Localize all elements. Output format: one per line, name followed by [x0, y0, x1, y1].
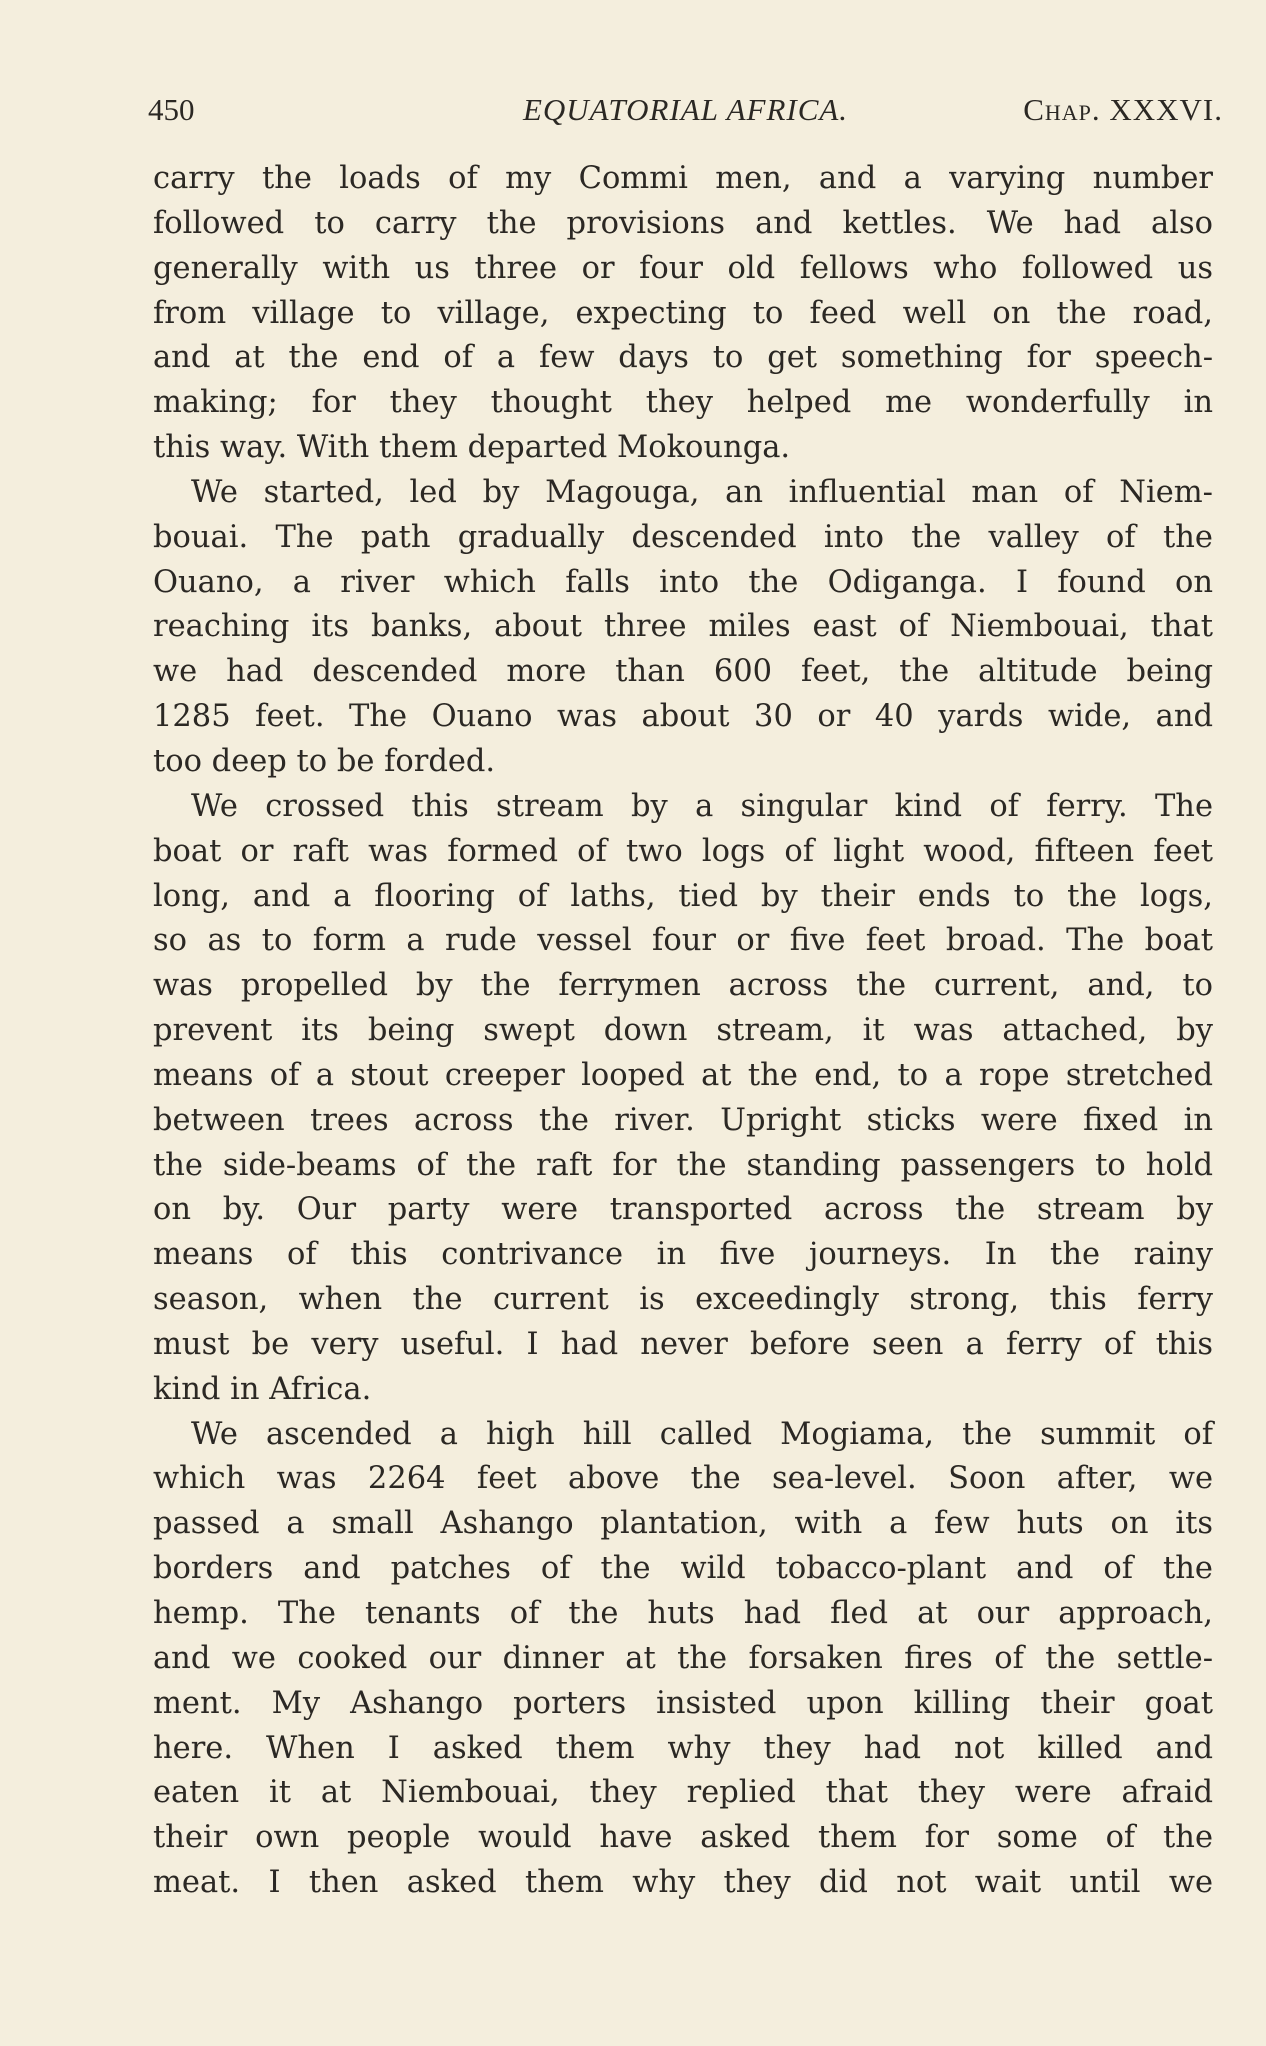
text-line: here. When I asked them why they had not killed and [153, 1730, 1213, 1766]
body-text [153, 157, 1213, 1906]
text-line: on by. Our party were transported across the stream by [153, 1192, 1213, 1228]
running-header [148, 88, 1223, 132]
text-line: reaching its banks, about three miles east of Niembouai, that [153, 609, 1213, 645]
text-line: too deep to be forded. [153, 743, 496, 779]
text-line: we had descended more than 600 feet, the altitude being [153, 654, 1213, 690]
paragraph [153, 1413, 1213, 1906]
paragraph [153, 785, 1213, 1413]
text-line: this way. With them departed Mokounga. [153, 430, 791, 466]
text-line: must be very useful. I had never before seen a ferry of this [153, 1326, 1213, 1362]
text-line: Ouano, a river which falls into the Odiganga. I found on [153, 564, 1213, 600]
text-line: so as to form a rude vessel four or five feet broad. The boat [153, 923, 1213, 959]
text-line: kind in Africa. [153, 1371, 372, 1407]
text-line: between trees across the river. Upright sticks were fixed in [153, 1102, 1213, 1138]
text-line: We ascended a high hill called Mogiama, the summit of [191, 1416, 1213, 1452]
text-line: from village to village, expecting to feed well on the road, [153, 295, 1213, 331]
text-line: eaten it at Niembouai, they replied that they were afraid [153, 1775, 1213, 1811]
text-line: making; for they thought they helped me wonderfully in [153, 385, 1213, 421]
page-number: 450 [148, 92, 195, 127]
text-line: means of this contrivance in five journeys. In the rainy [153, 1237, 1213, 1273]
text-line: means of a stout creeper looped at the end, to a rope stretched [153, 1057, 1213, 1093]
text-line: their own people would have asked them for some of the [153, 1820, 1213, 1856]
text-line: We crossed this stream by a singular kind of ferry. The [191, 788, 1213, 824]
paragraph [153, 471, 1213, 785]
text-line: long, and a flooring of laths, tied by their ends to the logs, [153, 878, 1213, 914]
paragraph [153, 157, 1213, 471]
text-line: meat. I then asked them why they did not wait until we [153, 1865, 1213, 1901]
chapter-label: Chap. XXXVI. [1023, 92, 1223, 127]
text-line: 1285 feet. The Ouano was about 30 or 40 yards wide, and [153, 699, 1213, 735]
text-line: borders and patches of the wild tobacco-plant and of the [153, 1551, 1213, 1587]
running-title: EQUATORIAL AFRICA. [522, 92, 849, 127]
text-line: was propelled by the ferrymen across the current, and, to [153, 968, 1213, 1004]
text-line: passed a small Ashango plantation, with a few huts on its [153, 1506, 1213, 1542]
text-line: carry the loads of my Commi men, and a varying number [153, 161, 1213, 196]
text-line: and at the end of a few days to get something for speech- [153, 340, 1213, 376]
text-line: prevent its being swept down stream, it was attached, by [153, 1013, 1213, 1049]
text-line: We started, led by Magouga, an influential man of Niem- [191, 474, 1213, 510]
text-line: ment. My Ashango porters insisted upon killing their goat [153, 1685, 1213, 1721]
text-line: boat or raft was formed of two logs of light wood, fifteen feet [153, 833, 1213, 869]
text-line: followed to carry the provisions and kettles. We had also [153, 205, 1213, 241]
text-line: generally with us three or four old fellows who followed us [153, 250, 1213, 286]
text-line: hemp. The tenants of the huts had fled at our approach, [153, 1596, 1213, 1631]
text-line: season, when the current is exceedingly strong, this ferry [153, 1282, 1213, 1318]
text-line: and we cooked our dinner at the forsaken fires of the settle- [153, 1640, 1213, 1676]
text-line: bouai. The path gradually descended into the valley of the [153, 519, 1213, 555]
text-line: which was 2264 feet above the sea-level. Soon after, we [153, 1461, 1213, 1497]
text-line: the side-beams of the raft for the standing passengers to hold [153, 1147, 1213, 1183]
